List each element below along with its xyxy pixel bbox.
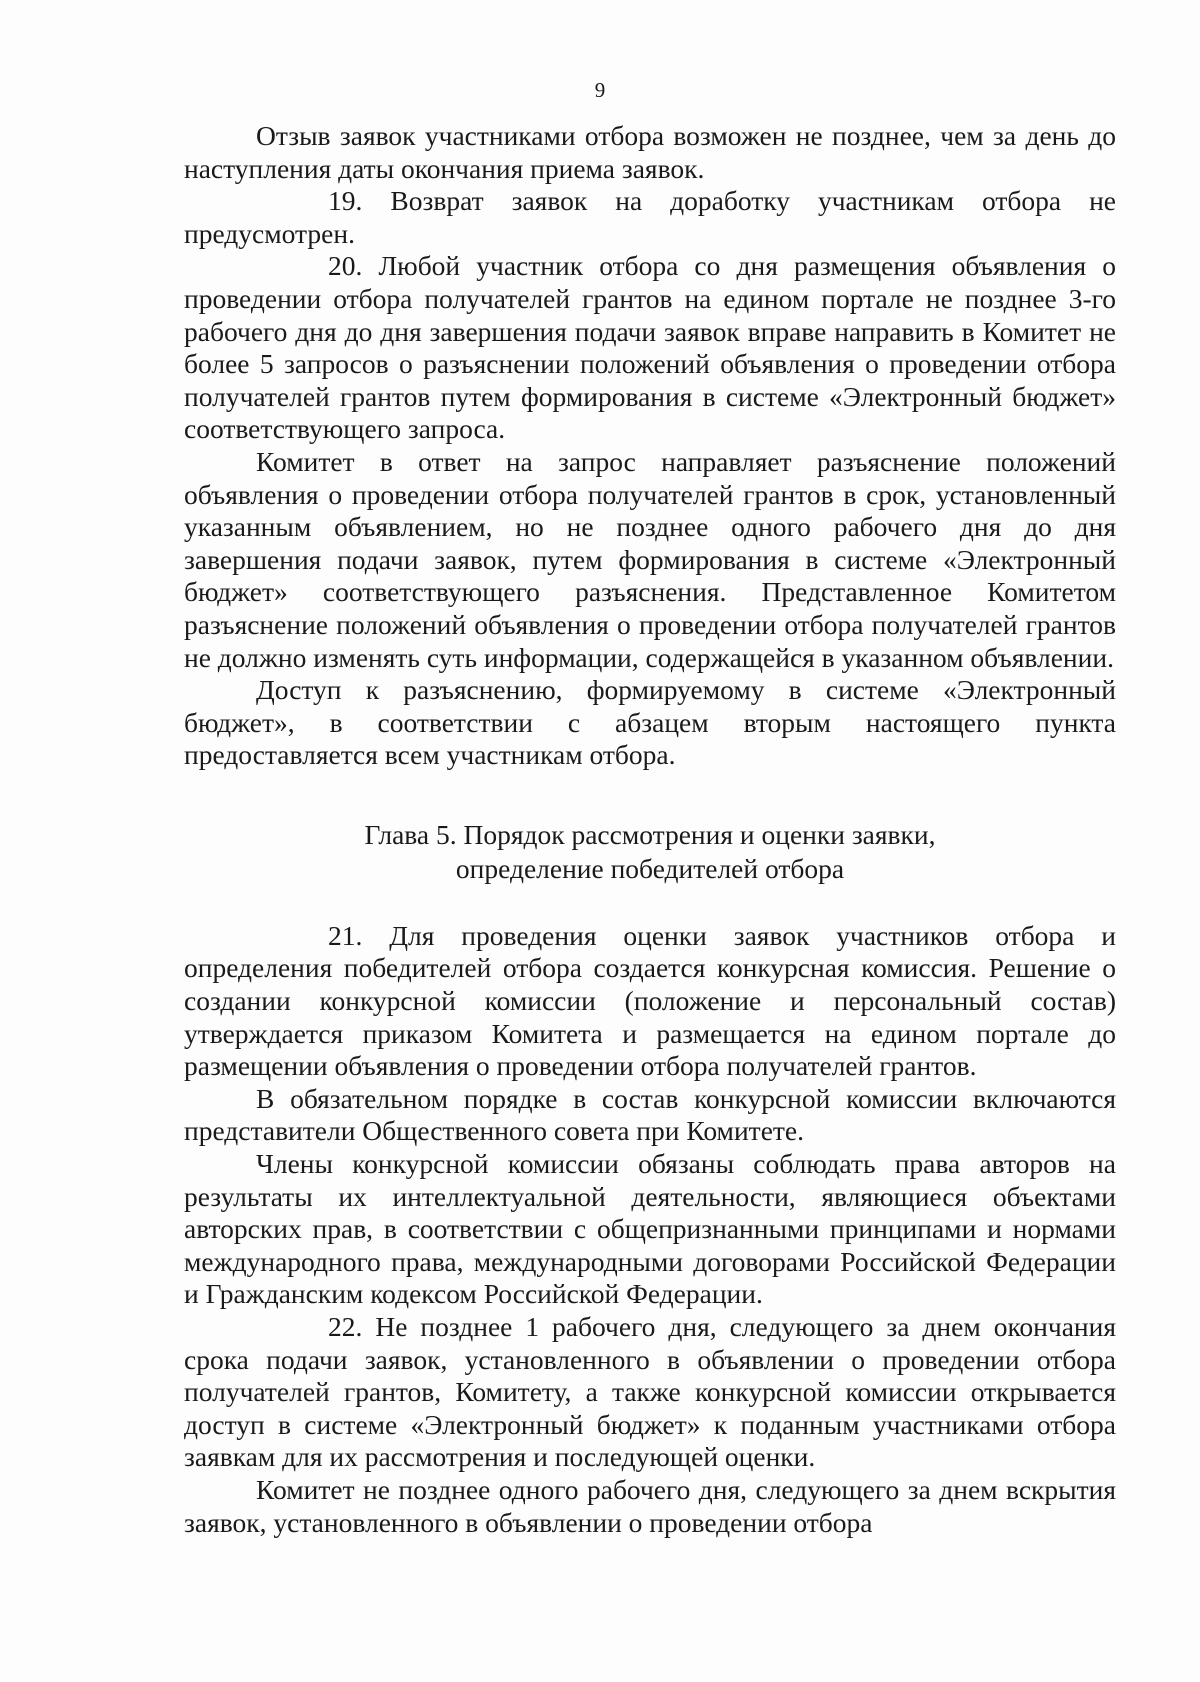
document-body bbox=[184, 120, 1116, 1539]
paragraph-text: В обязательном порядке в состав конкурсной комиссии включаются представители Общественного совета при Комитете. bbox=[184, 1082, 1116, 1147]
page-number: 9 bbox=[594, 78, 606, 102]
paragraph-text: Отзыв заявок участниками отбора возможен не позднее, чем за день до наступления даты окончания приема заявок. bbox=[184, 120, 1116, 184]
paragraph-text: Возврат заявок на доработку участникам отбора не предусмотрен. bbox=[184, 185, 1117, 249]
paragraph-text: Комитет не позднее одного рабочего дня, следующего за днем вскрытия заявок, установленного в объявлении о проведении отбора bbox=[184, 1473, 1116, 1538]
chapter-heading bbox=[184, 818, 1116, 886]
paragraph-committee-opening-deadline bbox=[184, 1474, 1116, 1539]
paragraph-commission-duties bbox=[184, 1148, 1116, 1311]
chapter-heading-line-1: Глава 5. Порядок рассмотрения и оценки заявки, bbox=[364, 818, 936, 850]
paragraph-text: Для проведения оценки заявок участников отбора и определения победителей отбора создается конкурсная комиссия. Решение о создании конкурсной комиссии (положение и персональный состав) утверждается приказом Комитета и размещается на едином портале до размещении объявления о проведении отбора получателей грантов. bbox=[184, 919, 1116, 1082]
paragraph-19 bbox=[184, 185, 1116, 250]
paragraph-public-council-members bbox=[184, 1083, 1116, 1148]
paragraph-text: Не позднее 1 рабочего дня, следующего за днем окончания срока подачи заявок, установленного в объявлении о проведении отбора получателей грантов, Комитету, а также конкурсной комиссии открывается доступ в системе «Электронный бюджет» к поданным участниками отбора заявкам для их рассмотрения и последующей оценки. bbox=[184, 1311, 1117, 1473]
paragraph-text: Любой участник отбора со дня размещения объявления о проведении отбора получателей грантов на едином портале не позднее 3-го рабочего дня до дня завершения подачи заявок вправе направить в Комитет не более 5 запросов о разъяснении положений объявления о проведении отбора получателей грантов путем формирования в системе «Электронный бюджет» соответствующего запроса. bbox=[184, 250, 1117, 445]
paragraph-number: 21. bbox=[328, 919, 363, 951]
paragraph-22 bbox=[184, 1311, 1116, 1474]
paragraph-number: 22. bbox=[328, 1311, 363, 1342]
paragraph-20 bbox=[184, 250, 1116, 446]
paragraph-withdrawal-of-applications bbox=[184, 120, 1116, 185]
paragraph-access-to-clarification bbox=[184, 674, 1116, 772]
paragraph-number: 20. bbox=[328, 250, 363, 282]
chapter-heading-line-2: определение победителей отбора bbox=[455, 852, 845, 884]
paragraph-text: Доступ к разъяснению, формируемому в системе «Электронный бюджет», в соответствии с абзацем вторым настоящего пункта предоставляется всем участникам отбора. bbox=[184, 674, 1116, 771]
paragraph-committee-response bbox=[184, 446, 1116, 674]
paragraph-21 bbox=[184, 920, 1116, 1083]
paragraph-text: Члены конкурсной комиссии обязаны соблюдать права авторов на результаты их интеллектуальной деятельности, являющиеся объектами авторских прав, в соответствии с общепризнанными принципами и нормами международного права, международными договорами Российской Федерации и Гражданским кодексом Российской Федерации. bbox=[184, 1148, 1116, 1310]
paragraph-number: 19. bbox=[328, 185, 363, 217]
paragraph-text: Комитет в ответ на запрос направляет разъяснение положений объявления о проведении отбора получателей грантов в срок, установленный указанным объявлением, но не позднее одного рабочего дня до дня завершения подачи заявок, путем формирования в системе «Электронный бюджет» соответствующего разъяснения. Представленное Комитетом разъяснение положений объявления о проведении отбора получателей грантов не должно изменять суть информации, содержащейся в указанном объявлении. bbox=[184, 445, 1116, 673]
